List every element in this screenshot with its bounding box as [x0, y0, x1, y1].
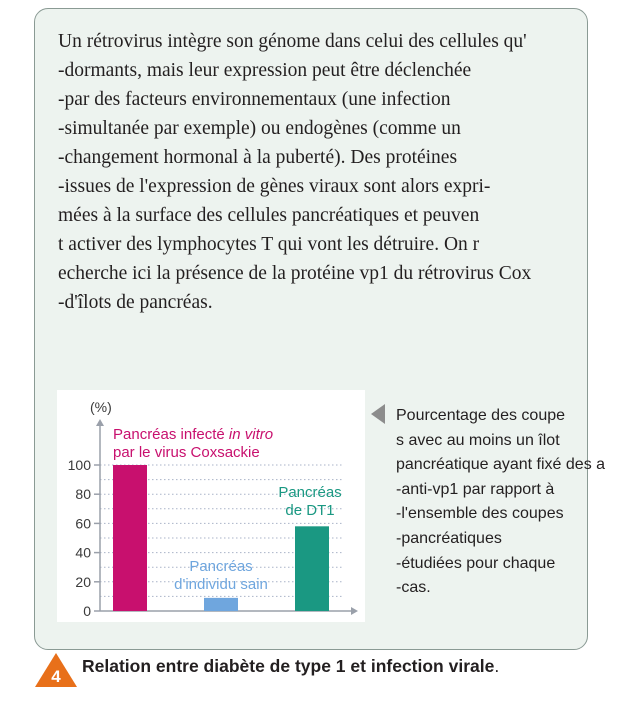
caption-line: Pourcentage des coupe: [396, 407, 566, 424]
y-axis-arrow-icon: [96, 419, 104, 426]
y-tick-label: 60: [75, 515, 91, 532]
paragraph-line: -issues de l'expression de gènes viraux sont alors expri-: [58, 176, 491, 197]
y-axis-label: (%): [90, 399, 112, 415]
bar-chart: [57, 390, 365, 622]
caption-line: -cas.: [396, 579, 431, 597]
caption-line: -pancréatiques: [396, 529, 502, 547]
intro-paragraph: [58, 27, 636, 317]
paragraph-line: echerche ici la présence de la protéine vp1 du rétrovirus Cox: [58, 263, 532, 284]
figure-number-badge: [34, 652, 78, 688]
category-label: de DT1: [285, 502, 335, 519]
paragraph-line: Un rétrovirus intègre son génome dans celui des cellules qu': [58, 31, 527, 52]
category-label: par le virus Coxsackie: [113, 444, 260, 461]
category-label-part: in vitro: [228, 426, 274, 443]
figure-title: [82, 656, 499, 677]
caption-line: -anti-vp1 par rapport à: [396, 480, 555, 498]
category-label-part: Pancréas infecté: [113, 426, 229, 443]
figure-number: 4: [51, 667, 61, 686]
figure-title-text: Relation entre diabète de type 1 et infection virale: [82, 656, 495, 676]
paragraph-line: -par des facteurs environnementaux (une infection: [58, 89, 451, 110]
y-tick-label: 0: [83, 603, 91, 619]
caption-line: s avec au moins un îlot: [396, 431, 560, 449]
y-tick-label: 20: [75, 573, 91, 590]
category-label: d'individu sain: [174, 576, 268, 593]
x-axis-arrow-icon: [351, 607, 358, 615]
paragraph-line: t activer des lymphocytes T qui vont les détruire. On r: [58, 234, 480, 255]
figure-title-period: .: [494, 656, 500, 676]
paragraph-line: -dormants, mais leur expression peut être déclenchée: [58, 60, 472, 81]
bar: [204, 598, 238, 611]
category-label: Pancréas: [189, 558, 253, 575]
chart-caption: [396, 404, 605, 601]
bar: [295, 526, 329, 611]
caption-pointer-icon: [371, 404, 385, 424]
caption-line: pancréatique ayant fixé des a: [396, 456, 606, 474]
caption-line: -étudiées pour chaque: [396, 554, 556, 572]
y-tick-label: 100: [67, 457, 91, 473]
category-label: [113, 426, 273, 443]
paragraph-line: -d'îlots de pancréas.: [58, 292, 213, 313]
bar: [113, 465, 147, 611]
y-tick-label: 80: [75, 486, 91, 503]
category-label: Pancréas: [278, 484, 342, 501]
bar-chart-svg: [57, 390, 365, 622]
paragraph-line: -simultanée par exemple) ou endogènes (comme un: [58, 118, 461, 139]
caption-line: -l'ensemble des coupes: [396, 505, 564, 523]
paragraph-line: mées à la surface des cellules pancréatiques et peuven: [58, 205, 480, 226]
paragraph-line: -changement hormonal à la puberté). Des protéines: [58, 147, 458, 168]
y-tick-label: 40: [75, 544, 91, 561]
